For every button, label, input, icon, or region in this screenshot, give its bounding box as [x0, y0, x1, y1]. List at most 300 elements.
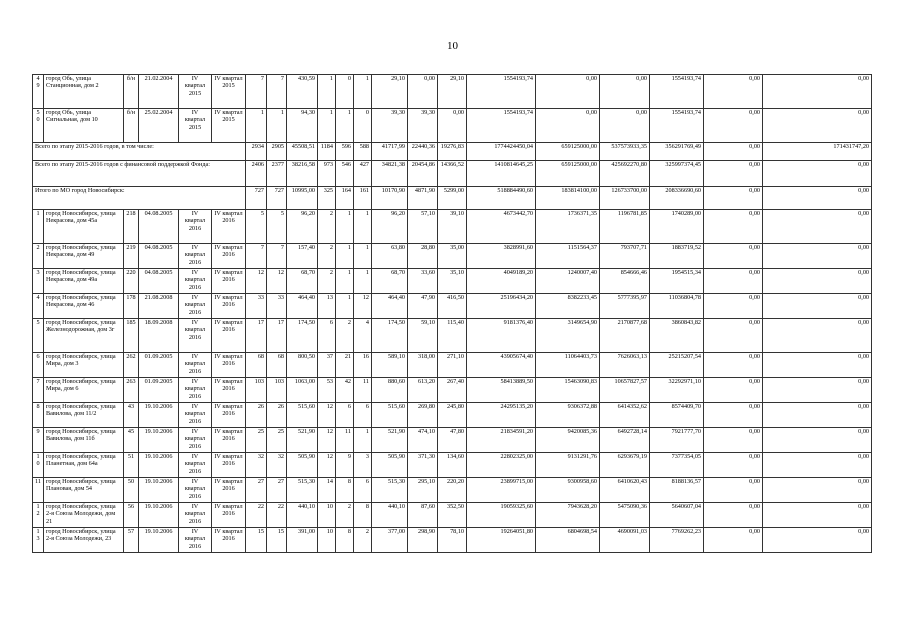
table-cell: IV квартал 2015: [179, 75, 212, 109]
table-row: [33, 319, 872, 353]
table-cell: 727: [267, 187, 287, 210]
table-cell: 42: [336, 378, 354, 403]
table-cell: 0,00: [536, 75, 600, 109]
table-cell: 10995,00: [287, 187, 318, 210]
summary-row: [33, 143, 872, 161]
summary-row: [33, 187, 872, 210]
summary-label: Итого по МО город Новосибирск:: [33, 187, 246, 210]
table-cell: 9300958,60: [536, 478, 600, 503]
table-cell: 269,80: [408, 403, 438, 428]
table-cell: 208336690,60: [650, 187, 704, 210]
table-cell: 6492728,14: [600, 428, 650, 453]
table-cell: 1736371,35: [536, 210, 600, 244]
table-cell: 2406: [246, 161, 267, 187]
table-cell: IV квартал 2016: [212, 319, 246, 353]
table-cell: 5: [246, 210, 267, 244]
address-cell: город Новосибирск, улица Мира, дом 6: [44, 378, 124, 403]
table-cell: 23899715,00: [467, 478, 536, 503]
table-cell: 425692270,80: [600, 161, 650, 187]
table-cell: 518884490,60: [467, 187, 536, 210]
table-cell: 2: [354, 528, 372, 553]
address-cell: город Обь, улица Станционная, дом 2: [44, 75, 124, 109]
table-cell: 880,60: [372, 378, 408, 403]
table-cell: 1240007,40: [536, 269, 600, 294]
table-cell: 318,00: [408, 353, 438, 378]
table-cell: 7769262,23: [650, 528, 704, 553]
table-cell: 1: [336, 269, 354, 294]
table-cell: 0,00: [763, 478, 872, 503]
table-cell: 3860843,82: [650, 319, 704, 353]
table-cell: 33: [246, 294, 267, 319]
table-cell: 8574409,70: [650, 403, 704, 428]
table-cell: 25.02.2004: [139, 109, 179, 143]
table-cell: 245,80: [438, 403, 467, 428]
table-cell: 1: [336, 109, 354, 143]
table-cell: 1: [354, 210, 372, 244]
table-cell: 19264051,80: [467, 528, 536, 553]
table-cell: 04.08.2005: [139, 269, 179, 294]
table-cell: 262: [124, 353, 139, 378]
table-cell: 57,10: [408, 210, 438, 244]
table-cell: 11036804,78: [650, 294, 704, 319]
table-row: [33, 378, 872, 403]
table-cell: IV квартал 2016: [212, 294, 246, 319]
table-cell: 04.08.2005: [139, 244, 179, 269]
table-cell: IV квартал 2016: [179, 244, 212, 269]
table-cell: 546: [336, 161, 354, 187]
table-cell: 12: [246, 269, 267, 294]
table-cell: 26: [246, 403, 267, 428]
table-cell: 16: [354, 353, 372, 378]
table-cell: 183814100,00: [536, 187, 600, 210]
table-cell: 19.10.2006: [139, 453, 179, 478]
table-cell: 521,90: [287, 428, 318, 453]
table-cell: 37: [318, 353, 336, 378]
table-cell: 0,00: [763, 503, 872, 528]
table-cell: IV квартал 2016: [212, 503, 246, 528]
table-cell: 01.09.2005: [139, 378, 179, 403]
table-cell: 0,00: [763, 244, 872, 269]
table-cell: 793707,71: [600, 244, 650, 269]
table-cell: 17: [246, 319, 267, 353]
table-cell: 0,00: [763, 428, 872, 453]
table-cell: 1: [33, 210, 44, 244]
table-cell: 1554193,74: [650, 109, 704, 143]
table-cell: 537573933,35: [600, 143, 650, 161]
table-cell: 157,40: [287, 244, 318, 269]
table-row: [33, 453, 872, 478]
table-cell: 1: [246, 109, 267, 143]
table-cell: 32: [267, 453, 287, 478]
table-cell: 973: [318, 161, 336, 187]
table-cell: 50: [33, 109, 44, 143]
table-cell: 26: [267, 403, 287, 428]
table-cell: 2: [336, 319, 354, 353]
table-cell: 3: [33, 269, 44, 294]
table-cell: 0,00: [763, 528, 872, 553]
table-cell: 0,00: [704, 143, 763, 161]
table-cell: 15: [246, 528, 267, 553]
table-cell: 0,00: [704, 453, 763, 478]
table-cell: 103: [267, 378, 287, 403]
table-cell: IV квартал 2016: [179, 453, 212, 478]
table-cell: 0,00: [704, 528, 763, 553]
table-cell: 14: [318, 478, 336, 503]
table-cell: 9181376,40: [467, 319, 536, 353]
table-cell: 7: [246, 244, 267, 269]
table-cell: 56: [124, 503, 139, 528]
table-row: [33, 353, 872, 378]
table-cell: 0,00: [763, 187, 872, 210]
table-cell: 164: [336, 187, 354, 210]
table-cell: 10: [318, 503, 336, 528]
table-cell: 0,00: [704, 269, 763, 294]
table-cell: 1774424450,04: [467, 143, 536, 161]
table-cell: 174,50: [287, 319, 318, 353]
table-cell: 10170,90: [372, 187, 408, 210]
table-cell: IV квартал 2015: [179, 109, 212, 143]
table-cell: 1554193,74: [467, 109, 536, 143]
table-cell: 0,00: [763, 210, 872, 244]
table-cell: 3828991,60: [467, 244, 536, 269]
table-cell: 27: [267, 478, 287, 503]
table-cell: 58413889,50: [467, 378, 536, 403]
address-cell: город Новосибирск, улица Планетная, дом 64а: [44, 453, 124, 478]
address-cell: город Новосибирск, улица Некрасова, дом 46: [44, 294, 124, 319]
table-row: [33, 478, 872, 503]
table-cell: б/н: [124, 75, 139, 109]
table-cell: 6410620,43: [600, 478, 650, 503]
table-cell: 96,20: [287, 210, 318, 244]
table-cell: IV квартал 2016: [212, 453, 246, 478]
table-cell: 0,00: [763, 453, 872, 478]
table-cell: 263: [124, 378, 139, 403]
table-cell: 7377354,05: [650, 453, 704, 478]
table-cell: б/н: [124, 109, 139, 143]
table-cell: 515,30: [372, 478, 408, 503]
table-cell: 19.10.2006: [139, 428, 179, 453]
table-cell: 5: [33, 319, 44, 353]
table-cell: 63,80: [372, 244, 408, 269]
table-cell: 35,10: [438, 269, 467, 294]
table-cell: IV квартал 2016: [179, 294, 212, 319]
table-cell: 391,00: [287, 528, 318, 553]
table-row: [33, 109, 872, 143]
table-cell: 7: [246, 75, 267, 109]
table-cell: IV квартал 2016: [179, 378, 212, 403]
table-cell: 427: [354, 161, 372, 187]
table-cell: 10657827,57: [600, 378, 650, 403]
table-cell: 01.09.2005: [139, 353, 179, 378]
table-cell: 25: [246, 428, 267, 453]
table-cell: 22802325,00: [467, 453, 536, 478]
table-cell: 220,20: [438, 478, 467, 503]
table-cell: 464,40: [287, 294, 318, 319]
address-cell: город Новосибирск, улица Некрасова, дом 49: [44, 244, 124, 269]
table-cell: 22440,36: [408, 143, 438, 161]
table-cell: 325: [318, 187, 336, 210]
table-cell: 1: [354, 75, 372, 109]
table-cell: IV квартал 2016: [212, 403, 246, 428]
table-cell: 1: [354, 269, 372, 294]
table-cell: 430,59: [287, 75, 318, 109]
table-cell: 659125000,00: [536, 143, 600, 161]
table-row: [33, 210, 872, 244]
table-cell: 8: [336, 528, 354, 553]
table-cell: 9420085,36: [536, 428, 600, 453]
table-cell: 2170877,68: [600, 319, 650, 353]
table-cell: 9: [33, 428, 44, 453]
table-cell: 1: [354, 428, 372, 453]
table-cell: 103: [246, 378, 267, 403]
table-cell: 10: [33, 453, 44, 478]
address-cell: город Новосибирск, улица Плановая, дом 54: [44, 478, 124, 503]
table-cell: 440,10: [287, 503, 318, 528]
table-cell: 38216,58: [287, 161, 318, 187]
table-cell: 51: [124, 453, 139, 478]
table-cell: 2: [33, 244, 44, 269]
address-cell: город Обь, улица Сигнальная, дом 10: [44, 109, 124, 143]
table-cell: 21: [336, 353, 354, 378]
table-cell: 0,00: [763, 294, 872, 319]
table-cell: 325997374,45: [650, 161, 704, 187]
table-cell: 43: [124, 403, 139, 428]
table-cell: IV квартал 2015: [212, 75, 246, 109]
table-cell: 11064403,73: [536, 353, 600, 378]
table-cell: 6414352,62: [600, 403, 650, 428]
table-cell: 7: [267, 75, 287, 109]
table-cell: 5: [267, 210, 287, 244]
table-row: [33, 75, 872, 109]
table-cell: 28,80: [408, 244, 438, 269]
address-cell: город Новосибирск, улица Железнодорожная, дом 3г: [44, 319, 124, 353]
table-cell: 0,00: [704, 353, 763, 378]
table-cell: 1: [318, 75, 336, 109]
address-cell: город Новосибирск, улица 2-я Союза Молодежи, 23: [44, 528, 124, 553]
table-cell: 0,00: [704, 244, 763, 269]
table-cell: 6: [318, 319, 336, 353]
table-cell: 9: [336, 453, 354, 478]
table-cell: 185: [124, 319, 139, 353]
table-cell: 515,60: [287, 403, 318, 428]
table-cell: 505,90: [287, 453, 318, 478]
table-row: [33, 428, 872, 453]
table-cell: IV квартал 2016: [212, 353, 246, 378]
table-cell: 68: [246, 353, 267, 378]
table-cell: 6804698,54: [536, 528, 600, 553]
table-cell: 356291769,49: [650, 143, 704, 161]
table-cell: 1554193,74: [467, 75, 536, 109]
table-cell: 19.10.2006: [139, 403, 179, 428]
table-cell: 271,10: [438, 353, 467, 378]
table-cell: 8: [354, 503, 372, 528]
table-cell: 0,00: [763, 161, 872, 187]
table-cell: IV квартал 2016: [179, 269, 212, 294]
table-cell: IV квартал 2016: [179, 478, 212, 503]
table-cell: 9131291,76: [536, 453, 600, 478]
table-cell: 0,00: [704, 378, 763, 403]
table-cell: 4: [33, 294, 44, 319]
table-cell: 7: [33, 378, 44, 403]
table-cell: 0,00: [704, 319, 763, 353]
table-cell: 298,90: [408, 528, 438, 553]
table-cell: 371,30: [408, 453, 438, 478]
table-cell: 1554193,74: [650, 75, 704, 109]
table-cell: 7: [267, 244, 287, 269]
summary-label: Всего по этапу 2015-2016 годов с финансовой поддержкой Фонда:: [33, 161, 246, 187]
table-cell: IV квартал 2016: [179, 319, 212, 353]
table-cell: 19059325,60: [467, 503, 536, 528]
table-cell: 1: [267, 109, 287, 143]
table-cell: 1410814645,25: [467, 161, 536, 187]
table-cell: 134,60: [438, 453, 467, 478]
table-cell: 19.10.2006: [139, 478, 179, 503]
table-cell: 0,00: [763, 353, 872, 378]
table-cell: 24295135,20: [467, 403, 536, 428]
table-cell: 19.10.2006: [139, 528, 179, 553]
table-cell: IV квартал 2016: [212, 244, 246, 269]
table-cell: 2: [318, 244, 336, 269]
table-cell: IV квартал 2016: [212, 478, 246, 503]
table-cell: 41717,99: [372, 143, 408, 161]
table-cell: 4673442,70: [467, 210, 536, 244]
table-cell: 178: [124, 294, 139, 319]
table-cell: 115,40: [438, 319, 467, 353]
table-cell: 0,00: [600, 109, 650, 143]
table-cell: 4690091,03: [600, 528, 650, 553]
housing-relocation-table: [32, 74, 872, 553]
table-cell: 0,00: [438, 109, 467, 143]
table-cell: 1883719,52: [650, 244, 704, 269]
table-cell: 2934: [246, 143, 267, 161]
table-cell: 39,30: [372, 109, 408, 143]
table-cell: IV квартал 2016: [179, 210, 212, 244]
address-cell: город Новосибирск, улица Вавилова, дом 11б: [44, 428, 124, 453]
table-cell: 27: [246, 478, 267, 503]
table-cell: 13: [33, 528, 44, 553]
table-cell: 589,10: [372, 353, 408, 378]
table-cell: IV квартал 2016: [212, 528, 246, 553]
table-cell: 174,50: [372, 319, 408, 353]
table-cell: 50: [124, 478, 139, 503]
table-cell: 20454,86: [408, 161, 438, 187]
table-cell: 33: [267, 294, 287, 319]
table-cell: 2377: [267, 161, 287, 187]
table-cell: 8: [33, 403, 44, 428]
table-cell: 0,00: [704, 403, 763, 428]
table-cell: 0,00: [763, 319, 872, 353]
table-cell: 1063,00: [287, 378, 318, 403]
table-cell: 12: [267, 269, 287, 294]
table-cell: 5777395,97: [600, 294, 650, 319]
table-cell: 377,00: [372, 528, 408, 553]
table-cell: IV квартал 2016: [179, 403, 212, 428]
table-cell: 464,40: [372, 294, 408, 319]
table-cell: 3149654,90: [536, 319, 600, 353]
table-cell: IV квартал 2016: [179, 428, 212, 453]
table-cell: 800,50: [287, 353, 318, 378]
table-cell: 0,00: [536, 109, 600, 143]
table-cell: 12: [318, 453, 336, 478]
table-cell: 15463090,83: [536, 378, 600, 403]
table-cell: 2: [318, 210, 336, 244]
table-cell: 416,50: [438, 294, 467, 319]
table-cell: 0,00: [704, 294, 763, 319]
table-cell: 18.09.2008: [139, 319, 179, 353]
table-cell: 1151564,37: [536, 244, 600, 269]
table-cell: 5299,00: [438, 187, 467, 210]
table-cell: 0,00: [408, 75, 438, 109]
table-cell: 1196781,85: [600, 210, 650, 244]
table-cell: 6293679,19: [600, 453, 650, 478]
table-cell: 53: [318, 378, 336, 403]
table-cell: 6: [354, 478, 372, 503]
table-cell: 25215207,54: [650, 353, 704, 378]
table-cell: 12: [318, 403, 336, 428]
table-cell: 7626063,13: [600, 353, 650, 378]
address-cell: город Новосибирск, улица Мира, дом 3: [44, 353, 124, 378]
table-cell: IV квартал 2016: [212, 210, 246, 244]
table-cell: 515,30: [287, 478, 318, 503]
table-cell: 2: [318, 269, 336, 294]
summary-row: [33, 161, 872, 187]
address-cell: город Новосибирск, улица Некрасова, дом 45а: [44, 210, 124, 244]
table-cell: 1954515,34: [650, 269, 704, 294]
table-cell: 0,00: [704, 187, 763, 210]
table-cell: 474,10: [408, 428, 438, 453]
table-row: [33, 503, 872, 528]
table-cell: 521,90: [372, 428, 408, 453]
table-cell: 352,50: [438, 503, 467, 528]
table-row: [33, 244, 872, 269]
table-cell: IV квартал 2016: [212, 428, 246, 453]
table-cell: 613,20: [408, 378, 438, 403]
table-cell: 12: [318, 428, 336, 453]
table-cell: 45: [124, 428, 139, 453]
table-cell: 1: [336, 210, 354, 244]
table-cell: 220: [124, 269, 139, 294]
table-cell: 32: [246, 453, 267, 478]
table-cell: 1184: [318, 143, 336, 161]
table-cell: 68: [267, 353, 287, 378]
table-cell: 29,10: [372, 75, 408, 109]
table-cell: 515,60: [372, 403, 408, 428]
address-cell: город Новосибирск, улица Вавилова, дом 11/2: [44, 403, 124, 428]
table-cell: IV квартал 2015: [212, 109, 246, 143]
table-cell: 7943628,20: [536, 503, 600, 528]
table-cell: 1: [318, 109, 336, 143]
address-cell: город Новосибирск, улица 2-я Союза Молодежи, дом 21: [44, 503, 124, 528]
table-cell: 6: [33, 353, 44, 378]
table-cell: 5475090,36: [600, 503, 650, 528]
table-cell: 43905674,40: [467, 353, 536, 378]
table-cell: 04.08.2005: [139, 210, 179, 244]
table-cell: 0: [336, 75, 354, 109]
table-cell: IV квартал 2016: [212, 269, 246, 294]
table-cell: 440,10: [372, 503, 408, 528]
table-cell: 0,00: [704, 75, 763, 109]
table-cell: 0,00: [763, 75, 872, 109]
table-cell: 1: [336, 294, 354, 319]
table-cell: 35,00: [438, 244, 467, 269]
table-cell: 4: [354, 319, 372, 353]
table-row: [33, 528, 872, 553]
table-cell: 68,70: [287, 269, 318, 294]
table-cell: 0,00: [763, 269, 872, 294]
table-cell: 218: [124, 210, 139, 244]
table-cell: 68,70: [372, 269, 408, 294]
table-cell: 1740289,00: [650, 210, 704, 244]
